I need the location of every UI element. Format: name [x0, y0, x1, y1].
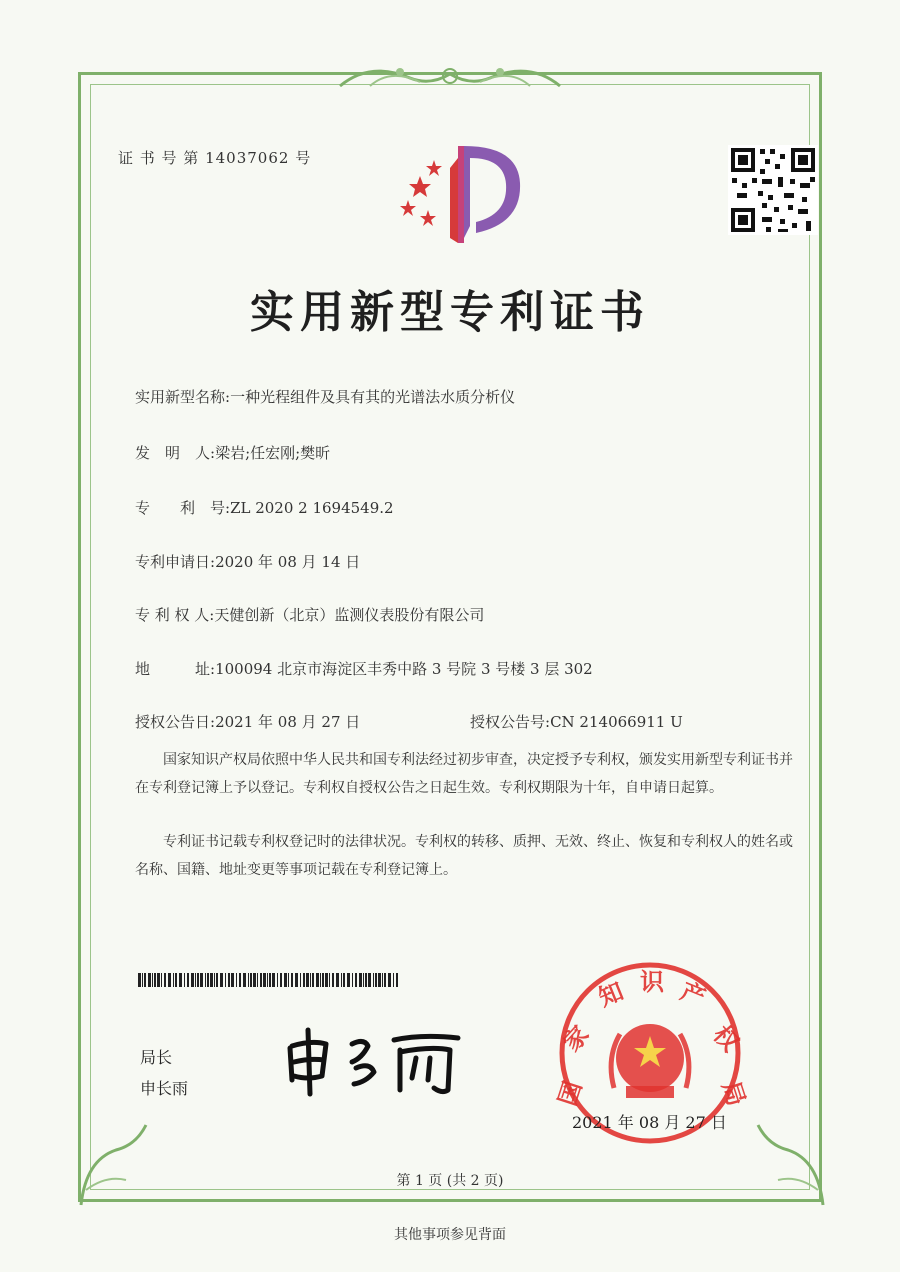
barcode-bar: [148, 973, 151, 987]
field-label: 发 明 人:: [135, 444, 216, 462]
field-patent-number: [135, 497, 394, 518]
patent-office-emblem-icon: [398, 138, 538, 248]
field-value: 100094 北京市海淀区丰秀中路 3 号院 3 号楼 3 层 302: [215, 660, 593, 678]
barcode-bar: [336, 973, 339, 987]
barcode-bar: [157, 973, 160, 987]
barcode-bar: [225, 973, 226, 987]
barcode-bar: [187, 973, 189, 987]
handwritten-signature: [282, 1018, 472, 1098]
barcode-bar: [352, 973, 353, 987]
barcode-bar: [231, 973, 234, 987]
barcode-bar: [382, 973, 383, 987]
field-label: 授权公告号:: [470, 713, 551, 731]
corner-ornament-icon: [76, 1120, 156, 1210]
barcode-bar: [239, 973, 241, 987]
svg-text:局: 局: [716, 1077, 751, 1110]
barcode-bar: [277, 973, 278, 987]
barcode-bar: [200, 973, 203, 987]
barcode-bar: [388, 973, 391, 987]
barcode-bar: [179, 973, 182, 987]
barcode-bar: [164, 973, 166, 987]
barcode-bar: [267, 973, 268, 987]
page-number: 第 1 页 (共 2 页): [396, 1173, 504, 1189]
signatory-name: 申长雨: [140, 1079, 189, 1098]
top-ornament-icon: [330, 56, 570, 98]
barcode-bar: [295, 973, 298, 987]
field-label: 授权公告日:: [135, 713, 216, 731]
barcode-bar: [363, 973, 364, 987]
field-inventors: [135, 442, 330, 463]
footer-note: 其他事项参见背面: [394, 1227, 506, 1243]
field-value: 2020 年 08 月 14 日: [215, 553, 361, 571]
barcode-bar: [173, 973, 174, 987]
barcode-bar: [284, 973, 287, 987]
barcode-bar: [373, 973, 374, 987]
field-value: ZL 2020 2 1694549.2: [230, 499, 394, 517]
barcode-bar: [269, 973, 271, 987]
field-label: 专 利 号:: [135, 499, 231, 517]
barcode-bar: [320, 973, 321, 987]
barcode-bar: [184, 973, 185, 987]
svg-text:识: 识: [640, 968, 664, 996]
barcode-bar: [152, 973, 153, 987]
certificate-number: 证 书 号 第 14037062 号: [118, 149, 312, 167]
field-label: 专 利 权 人:: [135, 606, 215, 624]
field-grant-date: [135, 711, 360, 732]
barcode-bar: [250, 973, 252, 987]
barcode-bar: [325, 973, 328, 987]
barcode-bar: [280, 973, 282, 987]
barcode-bar: [300, 973, 301, 987]
svg-text:国: 国: [553, 1077, 588, 1110]
barcode-bar: [355, 973, 357, 987]
barcode-bar: [168, 973, 171, 987]
body-paragraph: 专利证书记载专利权登记时的法律状况。专利权的转移、质押、无效、终止、恢复和专利权人的姓名或名称、国籍、地址变更等事项记载在专利登记簿上。: [135, 834, 793, 878]
barcode-bar: [359, 973, 362, 987]
barcode-bar: [306, 973, 309, 987]
barcode-bar: [343, 973, 345, 987]
barcode-bar: [253, 973, 256, 987]
barcode-bar: [260, 973, 262, 987]
barcode-bar: [216, 973, 218, 987]
barcode-bar: [368, 973, 371, 987]
barcode-bar: [161, 973, 162, 987]
field-grant-number: [470, 711, 683, 732]
field-address: [135, 658, 593, 679]
barcode-bar: [154, 973, 156, 987]
barcode-bar: [341, 973, 342, 987]
barcode-bar: [322, 973, 324, 987]
barcode-bar: [228, 973, 230, 987]
barcode-bar: [365, 973, 367, 987]
barcode-bar: [329, 973, 330, 987]
barcode-bar: [375, 973, 377, 987]
field-value: 梁岩;任宏刚;樊昕: [215, 444, 331, 462]
body-paragraph: 国家知识产权局依照中华人民共和国专利法经过初步审查，决定授予专利权，颁发实用新型专利证书并在专利登记簿上予以登记。专利权自授权公告之日起生效。专利权期限为十年，自申请日起算。: [135, 752, 793, 796]
barcode-bar: [138, 973, 141, 987]
field-value: 一种光程组件及具有其的光谱法水质分析仪: [230, 388, 516, 406]
barcode-bar: [288, 973, 289, 987]
barcode-bar: [248, 973, 249, 987]
svg-text:产: 产: [676, 977, 710, 1013]
corner-ornament-icon: [748, 1120, 828, 1210]
svg-text:家: 家: [557, 1020, 595, 1057]
field-application-date: [135, 551, 360, 572]
barcode-bar: [214, 973, 215, 987]
barcode-bar: [197, 973, 199, 987]
barcode-bar: [210, 973, 213, 987]
barcode-bar: [272, 973, 275, 987]
signatory-title: 局长: [140, 1048, 173, 1067]
barcode-bar: [291, 973, 293, 987]
barcode-bar: [205, 973, 206, 987]
barcode-bar: [332, 973, 334, 987]
barcode-bar: [142, 973, 143, 987]
barcode-bar: [384, 973, 386, 987]
barcode-bar: [175, 973, 177, 987]
field-patentee: [135, 604, 484, 625]
barcode-bar: [220, 973, 223, 987]
barcode-bar: [207, 973, 209, 987]
certificate-title: 实用新型专利证书: [250, 287, 650, 338]
barcode-bar: [236, 973, 237, 987]
barcode-bar: [312, 973, 314, 987]
barcode-bar: [263, 973, 266, 987]
barcode-bar: [347, 973, 350, 987]
field-utility-model-name: [135, 386, 515, 407]
field-value: CN 214066911 U: [550, 713, 683, 731]
barcode-icon: [138, 973, 400, 987]
field-label: 地 址:: [135, 660, 216, 678]
field-value: 天健创新（北京）监测仪表股份有限公司: [214, 606, 485, 624]
barcode-bar: [195, 973, 196, 987]
svg-text:知: 知: [594, 977, 628, 1013]
barcode-bar: [243, 973, 246, 987]
barcode-bar: [303, 973, 305, 987]
barcode-bar: [396, 973, 398, 987]
barcode-bar: [257, 973, 258, 987]
barcode-bar: [144, 973, 146, 987]
barcode-bar: [316, 973, 319, 987]
field-label: 实用新型名称:: [135, 388, 231, 406]
barcode-bar: [191, 973, 194, 987]
field-label: 专利申请日:: [135, 553, 216, 571]
seal-date: 2021 年 08 月 27 日: [572, 1113, 727, 1132]
barcode-bar: [310, 973, 311, 987]
field-value: 2021 年 08 月 27 日: [215, 713, 361, 731]
barcode-bar: [378, 973, 381, 987]
qr-code-icon: [728, 145, 818, 235]
svg-text:权: 权: [707, 1020, 745, 1057]
barcode-bar: [393, 973, 394, 987]
